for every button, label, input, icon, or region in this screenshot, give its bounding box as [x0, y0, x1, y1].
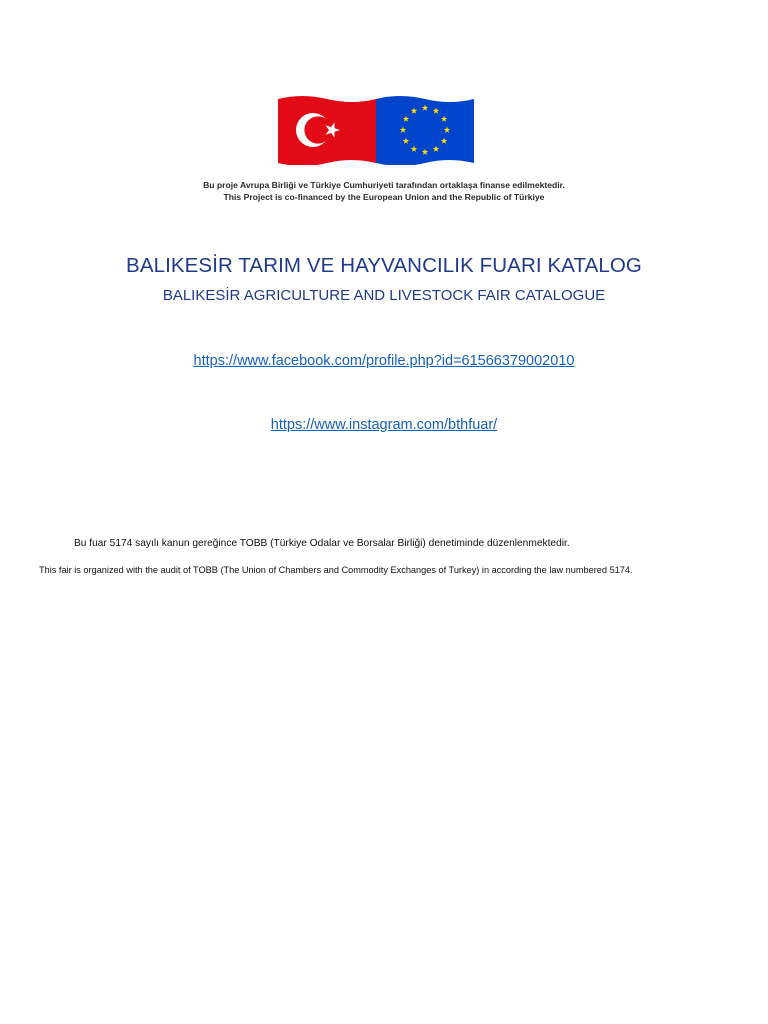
tobb-note-english: This fair is organized with the audit of TOBB (The Union of Chambers and Commodity Exchanges of Turkey) in according the law numbered 5174.	[39, 565, 633, 575]
facebook-link[interactable]: https://www.facebook.com/profile.php?id=61566379002010	[193, 353, 575, 369]
instagram-link[interactable]: https://www.instagram.com/bthfuar/	[270, 417, 498, 433]
flags-logo	[278, 93, 474, 165]
catalog-subtitle: BALIKESİR AGRICULTURE AND LIVESTOCK FAIR CATALOGUE	[162, 287, 606, 304]
disclaimer-turkish: Bu proje Avrupa Birliği ve Türkiye Cumhuriyeti tarafından ortaklaşa finanse edilmektedir.	[203, 180, 565, 190]
disclaimer-english: This Project is co-financed by the European Union and the Republic of Türkiye	[223, 192, 545, 202]
eu-flag-icon	[376, 93, 474, 165]
turkey-flag-icon	[278, 93, 376, 165]
catalog-title: BALIKESİR TARIM VE HAYVANCILIK FUARI KATALOG	[126, 254, 642, 277]
tobb-note-turkish: Bu fuar 5174 sayılı kanun gereğince TOBB (Türkiye Odalar ve Borsalar Birliği) denetiminde düzenlenmektedir.	[74, 538, 570, 549]
